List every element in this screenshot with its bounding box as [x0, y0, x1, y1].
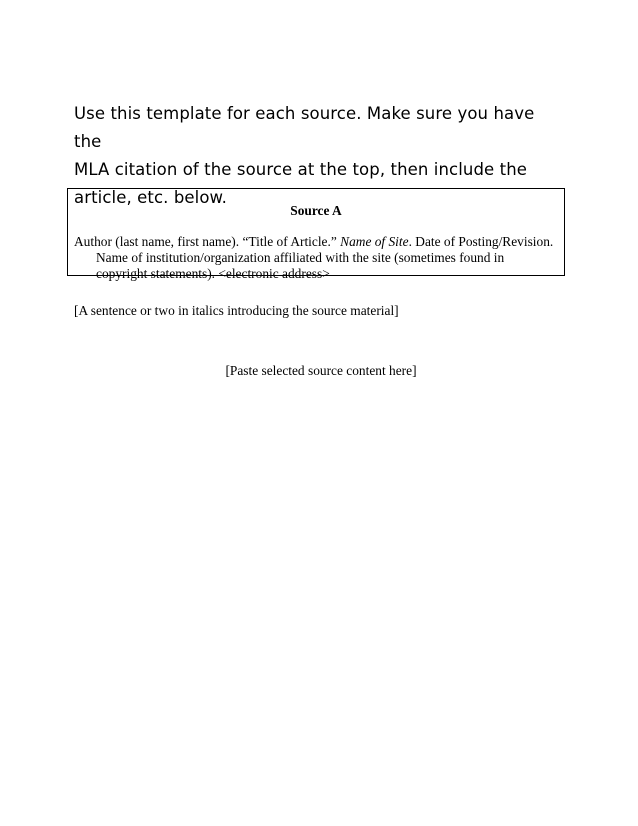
citation-site-name: Name of Site [340, 234, 409, 249]
instructions-line-1: Use this template for each source. Make sure you have the [74, 104, 535, 151]
citation-author-title: Author (last name, first name). “Title of Article.” [74, 234, 341, 249]
source-citation-box [67, 188, 565, 281]
instructions-line-2: MLA citation of the source at the top, then include the [74, 160, 527, 179]
intro-placeholder: [A sentence or two in italics introducing the source material] [74, 303, 399, 318]
content-placeholder: [Paste selected source content here] [225, 363, 417, 378]
citation-details: . Date of Posting/Revision. Name of institution/organization affiliated with the site (sometimes found in copyright statements). <electronic address> [96, 234, 554, 281]
instructions-line-3: article, etc. below. [74, 188, 227, 207]
source-title: Source A [290, 203, 342, 218]
mla-citation [74, 234, 554, 282]
